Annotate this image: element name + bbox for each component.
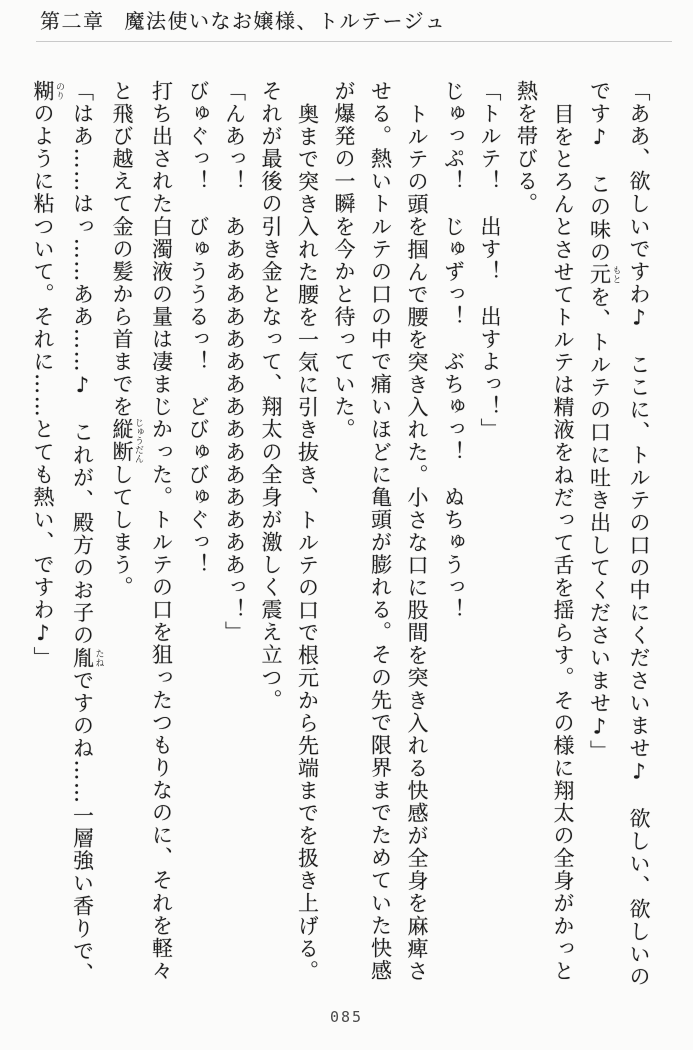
text-column: と飛び越えて金の髪から首までを縦断 じゅうだんしてしまう。: [110, 80, 143, 599]
ruby-annotated-word: 糊 のり: [31, 80, 64, 103]
text-column: が爆発の一瞬を今かと待っていた。: [332, 80, 356, 441]
text-column: 糊 のりのように粘ついて。それに……とても熱い、ですわ♪」: [31, 80, 64, 670]
ruby-annotated-word: 縦断 じゅうだん: [110, 418, 143, 464]
text-column: びゅぐっ！ びゅううるっ！ どびゅびゅぐっ！: [186, 80, 210, 577]
body-text: [25, 80, 658, 990]
chapter-title: 魔法使いなお嬢様、トルテージュ: [124, 9, 447, 33]
text-column: じゅっぷ！ じゅずっ！ ぶちゅっ！ ぬちゅうっ！: [441, 80, 466, 622]
page-number: 085: [329, 1008, 364, 1026]
ruby-annotated-word: 胤 たね: [70, 646, 104, 670]
text-column: 奥まで突き入れた腰を一気に引き抜き、トルテの口で根元から先端までを扱き上げる。: [295, 102, 320, 982]
text-column: 目をとろんとさせてトルテは精液をねだって舌を揺らす。その様に翔太の全身がかっと: [551, 102, 575, 982]
text-column: 熱を帯びる。: [514, 80, 539, 216]
text-column: 打ち出された白濁液の量は凄まじかった。トルテの口を狙ったつもりなのに、それを軽々: [149, 80, 174, 982]
header-rule: [36, 41, 672, 42]
ruby-annotated-word: 元 もと: [587, 263, 621, 286]
chapter-header: [40, 5, 446, 34]
chapter-number: 第二章: [40, 9, 105, 33]
text-column: 「ああ、欲しいですわ♪ ここに、トルテの口の中にくださいませ♪ 欲しい、欲しいの: [627, 80, 651, 988]
text-column: 「はあ……はっ……ああ……♪ これが、殿方のお子の胤 たねですのね……一層強い香りで、: [70, 80, 104, 986]
text-column: それが最後の引き金となって、翔太の全身が激しく震え立つ。: [259, 80, 283, 712]
text-column: です♪ この味の元 もとを、トルテの口に吐き出してくださいませ♪」: [587, 80, 621, 763]
text-column: 「んあっ！ ああああああああああああああああっ！」: [222, 80, 247, 644]
text-column: トルテの頭を掴んで腰を突き入れた。小さな口に股間を突き入れる快感が全身を麻痺さ: [405, 102, 429, 982]
text-column: せる。熱いトルテの口の中で痛いほどに亀頭が膨れる。その先で限界までためていた快感: [368, 80, 393, 982]
text-column: 「トルテ！ 出す！ 出すよっ！」: [478, 80, 502, 441]
